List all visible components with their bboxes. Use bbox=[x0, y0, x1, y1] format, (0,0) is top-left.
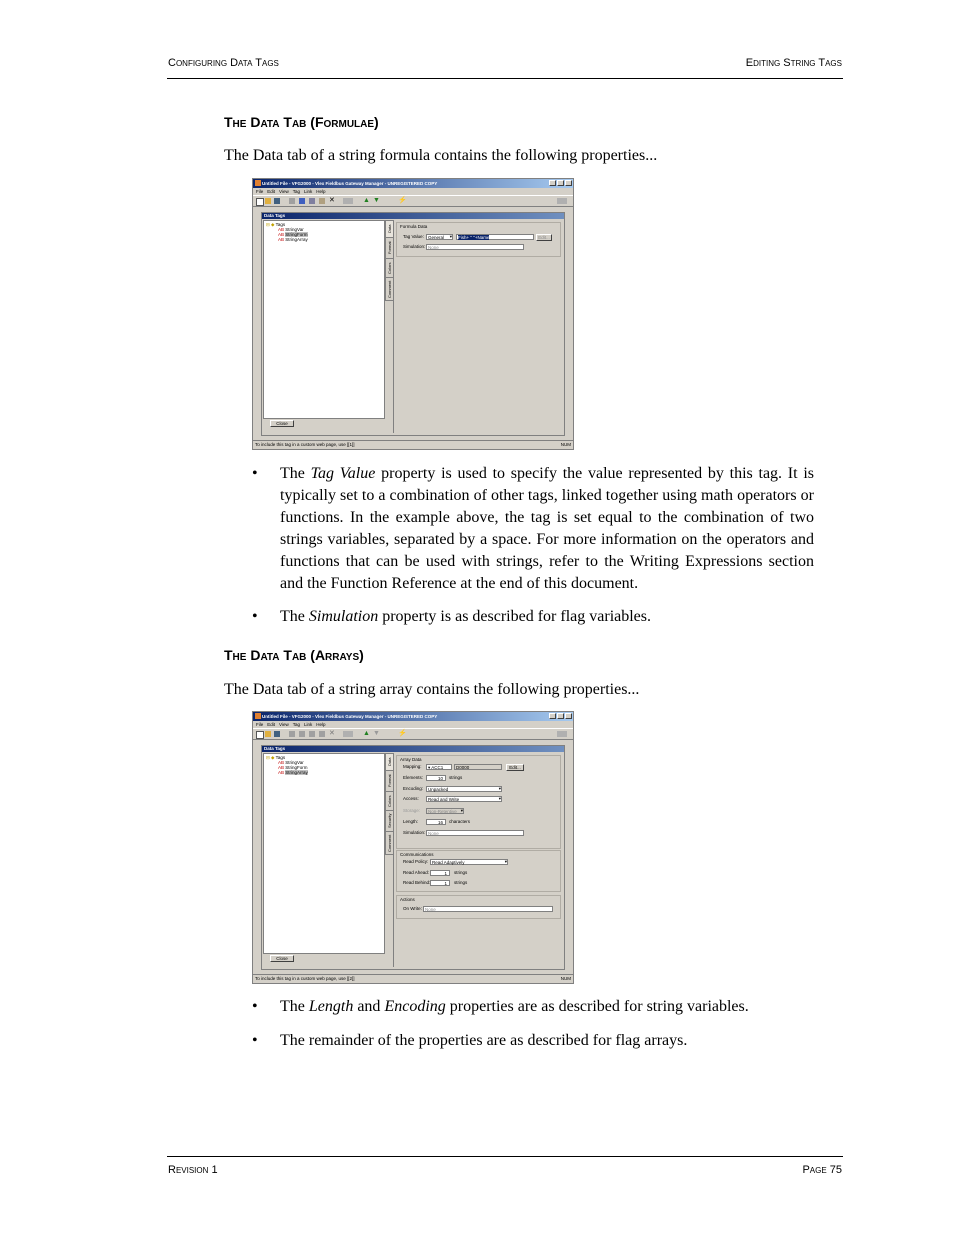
window-title-bar bbox=[253, 179, 573, 188]
header-left: Configuring Data Tags bbox=[168, 57, 279, 69]
bullet-length-encoding: • The Length and Encoding properties are as described for string variables. bbox=[252, 998, 749, 1015]
elements-unit: strings bbox=[449, 775, 463, 780]
footer-right: Page 75 bbox=[802, 1164, 842, 1176]
status-text: To include this tag in a custom web page, use [[1]] bbox=[255, 442, 355, 447]
read-behind-field[interactable]: 1 bbox=[430, 880, 450, 886]
tree-root[interactable]: ⊟ ◆ Tags bbox=[266, 755, 286, 760]
group-title: Array Data bbox=[400, 757, 422, 762]
maximize-icon[interactable] bbox=[557, 713, 564, 719]
status-num: NUM bbox=[560, 442, 571, 447]
tag-value-mode-select[interactable]: General ▾ bbox=[426, 234, 453, 240]
close-button[interactable]: Close bbox=[270, 955, 294, 962]
paste-icon[interactable] bbox=[319, 731, 325, 737]
down-arrow-icon[interactable]: ▼ bbox=[373, 730, 380, 737]
tab-data[interactable]: Data bbox=[385, 220, 394, 238]
section-intro-formulae: The Data tab of a string formula contains the following properties... bbox=[224, 147, 658, 164]
storage-select[interactable]: Non-Retentive ▾ bbox=[426, 808, 464, 814]
tag-tree[interactable] bbox=[263, 753, 385, 954]
read-ahead-unit: strings bbox=[454, 870, 468, 875]
maximize-icon[interactable] bbox=[557, 180, 564, 186]
edit-button[interactable]: Edit... bbox=[536, 234, 552, 241]
encoding-label: Encoding: bbox=[403, 786, 424, 791]
access-label: Access: bbox=[403, 796, 419, 801]
simulation-label: Simulation: bbox=[403, 244, 426, 249]
elements-label: Elements: bbox=[403, 775, 424, 780]
edit-button[interactable]: Edit... bbox=[506, 764, 524, 771]
mapping-mode-select[interactable]: ▾ ACC1 bbox=[426, 764, 452, 770]
close-icon[interactable] bbox=[565, 713, 572, 719]
menu-link[interactable]: Link bbox=[303, 189, 313, 194]
status-bar bbox=[253, 440, 573, 449]
simulation-field[interactable]: None bbox=[426, 244, 524, 250]
window-title: Untitled File - VFG2000 - Vlex Fieldbus Gateway Manager - UNREGISTERED COPY bbox=[262, 714, 438, 719]
minimize-icon[interactable] bbox=[549, 713, 556, 719]
up-arrow-icon[interactable]: ▲ bbox=[363, 197, 370, 204]
read-ahead-label: Read Ahead: bbox=[403, 870, 430, 875]
minimize-icon[interactable] bbox=[549, 180, 556, 186]
on-write-field[interactable]: None bbox=[423, 906, 553, 912]
read-behind-unit: strings bbox=[454, 880, 468, 885]
tree-item[interactable]: AB StringVar bbox=[278, 760, 304, 765]
status-num: NUM bbox=[560, 976, 571, 981]
menu-help[interactable]: Help bbox=[316, 189, 326, 194]
footer-left: Revision 1 bbox=[168, 1164, 218, 1176]
formula-data-group bbox=[396, 222, 561, 257]
window-title: Untitled File - VFG2000 - Vlex Fieldbus Gateway Manager - UNREGISTERED COPY bbox=[262, 181, 438, 186]
pane-title: Data Tags bbox=[262, 213, 564, 219]
app-icon bbox=[255, 713, 261, 719]
data-tags-pane bbox=[261, 745, 565, 970]
delete-icon[interactable]: ✕ bbox=[329, 730, 335, 737]
tab-colors[interactable]: Colors bbox=[385, 791, 394, 811]
read-behind-label: Read Behind: bbox=[403, 880, 431, 885]
edit-icon[interactable] bbox=[289, 198, 295, 204]
down-arrow-icon[interactable]: ▼ bbox=[373, 197, 380, 204]
paste-icon[interactable] bbox=[319, 198, 325, 204]
menu-file[interactable]: File bbox=[256, 722, 264, 727]
length-unit: characters bbox=[449, 819, 471, 824]
lightning-icon[interactable]: ⚡ bbox=[398, 197, 407, 204]
page-header bbox=[167, 56, 843, 79]
copy-icon[interactable] bbox=[309, 731, 315, 737]
tree-item-selected[interactable]: AB StringForm bbox=[278, 232, 308, 237]
group-title: Actions bbox=[400, 897, 415, 902]
elements-field[interactable]: 10 bbox=[426, 775, 446, 781]
bullet-tag-value: • The Tag Value property is used to specify the value represented by this tag. It is typically set to a combination of other tags, linked together using math operators or functions. In the example above, the tag is set equal to the combination of two strings variables, separated by a space. For more information on the operators and functions that can be used with strings, refer to the Writing Expressions section and the Function Reference at the end of this document. bbox=[252, 465, 814, 592]
status-bar bbox=[253, 974, 573, 983]
app-icon bbox=[255, 180, 261, 186]
section-intro-arrays: The Data tab of a string array contains the following properties... bbox=[224, 681, 640, 698]
tab-data[interactable]: Data bbox=[385, 753, 394, 771]
on-write-label: On Write: bbox=[403, 906, 422, 911]
menu-bar bbox=[253, 721, 573, 728]
tab-format[interactable]: Format bbox=[385, 770, 394, 792]
tag-value-label: Tag Value: bbox=[403, 234, 424, 239]
open-icon[interactable] bbox=[265, 731, 271, 737]
section-heading-formulae: The Data Tab (Formulae) bbox=[224, 114, 379, 130]
pane-title: Data Tags bbox=[262, 746, 564, 752]
bullet-simulation: • The Simulation property is as described for flag variables. bbox=[252, 608, 652, 625]
properties-panel bbox=[395, 753, 562, 967]
vertical-tabs bbox=[385, 220, 394, 433]
menu-link[interactable]: Link bbox=[303, 722, 313, 727]
close-icon[interactable] bbox=[565, 180, 572, 186]
new-icon[interactable] bbox=[256, 731, 264, 739]
menu-view[interactable]: View bbox=[279, 722, 289, 727]
section-heading-arrays: The Data Tab (Arrays) bbox=[224, 647, 364, 663]
edit-icon[interactable] bbox=[289, 731, 295, 737]
read-policy-label: Read Policy: bbox=[403, 859, 429, 864]
storage-label: Storage: bbox=[403, 808, 421, 813]
tag-value-field[interactable]: Fish+ " "+Name bbox=[456, 234, 534, 240]
bullet-remainder: • The remainder of the properties are as described for flag arrays. bbox=[252, 1032, 688, 1049]
view-icon[interactable] bbox=[343, 731, 353, 737]
view-icon[interactable] bbox=[343, 198, 353, 204]
screenshot-array-window bbox=[252, 711, 574, 984]
tab-comment[interactable]: Comment bbox=[385, 831, 394, 855]
new-icon[interactable] bbox=[256, 198, 264, 206]
data-tags-pane bbox=[261, 212, 565, 436]
access-select[interactable]: Read and Write ▾ bbox=[426, 796, 502, 802]
screenshot-formula-window bbox=[252, 178, 574, 450]
vertical-tabs bbox=[385, 753, 394, 967]
menu-edit[interactable]: Edit bbox=[267, 189, 276, 194]
close-button[interactable]: Close bbox=[270, 420, 294, 427]
menu-tag[interactable]: Tag bbox=[292, 189, 300, 194]
cut-icon[interactable] bbox=[299, 731, 305, 737]
length-label: Length: bbox=[403, 819, 419, 824]
menu-view[interactable]: View bbox=[279, 189, 289, 194]
save-icon[interactable] bbox=[274, 731, 280, 737]
toolbar bbox=[253, 195, 573, 207]
help-icon[interactable] bbox=[557, 731, 567, 737]
simulation-field[interactable]: None bbox=[426, 830, 524, 836]
menu-help[interactable]: Help bbox=[316, 722, 326, 727]
cut-icon[interactable] bbox=[299, 198, 305, 204]
lightning-icon[interactable]: ⚡ bbox=[398, 730, 407, 737]
window-title-bar bbox=[253, 712, 573, 721]
communications-group bbox=[396, 850, 561, 892]
header-right: Editing String Tags bbox=[745, 57, 842, 69]
tree-root[interactable]: ⊟ ◆ Tags bbox=[266, 222, 286, 227]
menu-edit[interactable]: Edit bbox=[267, 722, 276, 727]
tag-tree[interactable] bbox=[263, 220, 385, 419]
mapping-field: D0000 bbox=[454, 764, 502, 770]
group-title: Communications bbox=[400, 852, 434, 857]
menu-bar bbox=[253, 188, 573, 195]
up-arrow-icon[interactable]: ▲ bbox=[363, 730, 370, 737]
encoding-select[interactable]: Unpacked ▾ bbox=[426, 786, 502, 792]
tree-item-selected[interactable]: AB StringArray bbox=[278, 770, 308, 775]
length-field[interactable]: 16 bbox=[426, 819, 446, 825]
read-policy-select[interactable]: Read Adaptively ▾ bbox=[430, 859, 508, 865]
tab-security[interactable]: Security bbox=[385, 810, 394, 832]
tree-item[interactable]: AB StringVar bbox=[278, 227, 304, 232]
properties-panel bbox=[395, 220, 562, 433]
read-ahead-field[interactable]: 1 bbox=[430, 870, 450, 876]
mapping-label: Mapping: bbox=[403, 764, 422, 769]
save-icon[interactable] bbox=[274, 198, 280, 204]
tree-item[interactable]: AB StringForm bbox=[278, 765, 308, 770]
tab-colors[interactable]: Colors bbox=[385, 258, 394, 278]
status-text: To include this tag in a custom web page, use [[2]] bbox=[255, 976, 355, 981]
simulation-label: Simulation: bbox=[403, 830, 426, 835]
toolbar bbox=[253, 728, 573, 740]
delete-icon[interactable]: ✕ bbox=[329, 197, 335, 204]
copy-icon[interactable] bbox=[309, 198, 315, 204]
tab-comment[interactable]: Comment bbox=[385, 277, 394, 301]
menu-file[interactable]: File bbox=[256, 189, 264, 194]
actions-group bbox=[396, 895, 561, 919]
help-icon[interactable] bbox=[557, 198, 567, 204]
open-icon[interactable] bbox=[265, 198, 271, 204]
group-title: Formula Data bbox=[400, 224, 428, 229]
menu-tag[interactable]: Tag bbox=[292, 722, 300, 727]
page-footer bbox=[167, 1156, 843, 1176]
array-data-group bbox=[396, 755, 561, 849]
tab-format[interactable]: Format bbox=[385, 237, 394, 259]
tree-item[interactable]: AB StringArray bbox=[278, 237, 308, 242]
